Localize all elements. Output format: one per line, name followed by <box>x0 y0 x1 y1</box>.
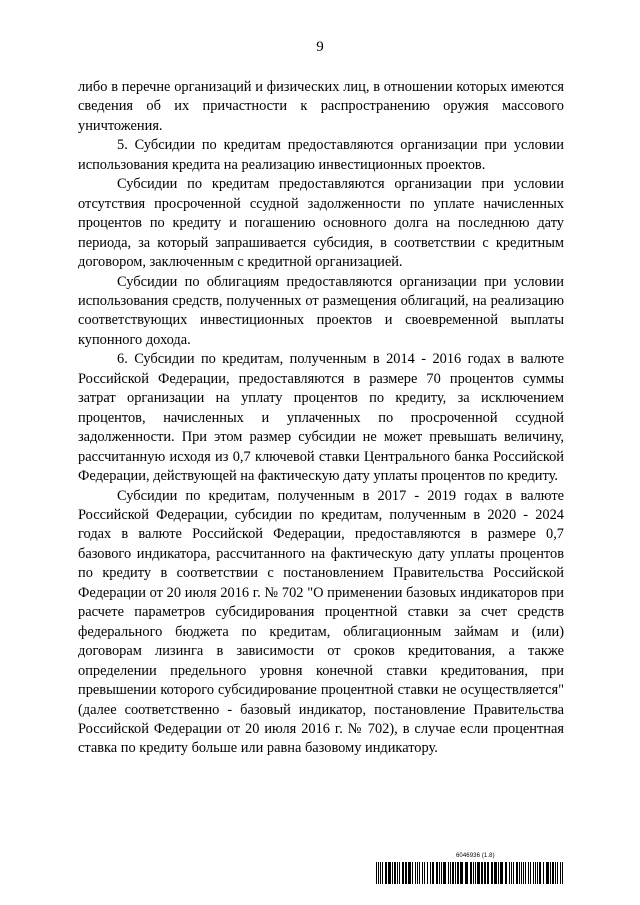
document-code: 6046936 (1.8) <box>456 853 495 859</box>
paragraph-bond-conditions: Субсидии по облигациям предоставляются организации при условии использования средств, полученных от размещения облигаций, на реализацию соответствующих инвестиционных проектов и своевременной выплаты купонного дохода. <box>78 273 564 348</box>
paragraph-item-6: 6. Субсидии по кредитам, полученным в 2014 - 2016 годах в валюте Российской Федерации, предоставляются в размере 70 процентов суммы затрат организации на уплату процентов по кредиту, за исключением процентов, начисленных и уплаченных по просроченной ссудной задолженности. При этом размер субсидии не может превышать величину, рассчитанную исходя из 0,7 ключевой ставки Центрального банка Российской Федерации, действующей на фактическую дату уплаты процентов по кредиту. <box>78 351 564 485</box>
paragraph-item-5: 5. Субсидии по кредитам предоставляются организации при условии использования кредита на реализацию инвестиционных проектов. <box>78 137 564 173</box>
barcode-icon <box>376 862 564 884</box>
document-body <box>78 78 564 759</box>
paragraph-credit-conditions: Субсидии по кредитам предоставляются организации при условии отсутствия просроченной ссудной задолженности по уплате начисленных процентов по кредиту и погашению основного долга на последнюю дату периода, за который запрашивается субсидия, в соответствии с кредитным договором, заключенным с кредитной организацией. <box>78 176 564 271</box>
paragraph-continuation: либо в перечне организаций и физических лиц, в отношении которых имеются сведения об их причастности к распространению оружия массового уничтожения. <box>78 79 564 134</box>
page-number: 9 <box>316 39 324 55</box>
paragraph-base-indicator: Субсидии по кредитам, полученным в 2017 - 2019 годах в валюте Российской Федерации, субсидии по кредитам, полученным в 2020 - 2024 годах в валюте Российской Федерации, предоставляются в размере 0,7 базового индикатора, рассчитанного на фактическую дату уплаты процентов по кредиту в соответствии с постановлением Правительства Российской Федерации от 20 июля 2016 г. № 702 "О применении базовых индикаторов при расчете параметров субсидирования процентной ставки за счет средств федерального бюджета по кредитам, облигационным займам и (или) договорам лизинга в зависимости от сроков кредитования, а также определении предельного уровня конечной ставки кредитования, при превышении которого субсидирование процентной ставки не осуществляется" (далее соответственно - базовый индикатор, постановление Правительства Российской Федерации от 20 июля 2016 г. № 702), в случае если процентная ставка по кредиту больше или равна базовому индикатору. <box>78 487 564 757</box>
